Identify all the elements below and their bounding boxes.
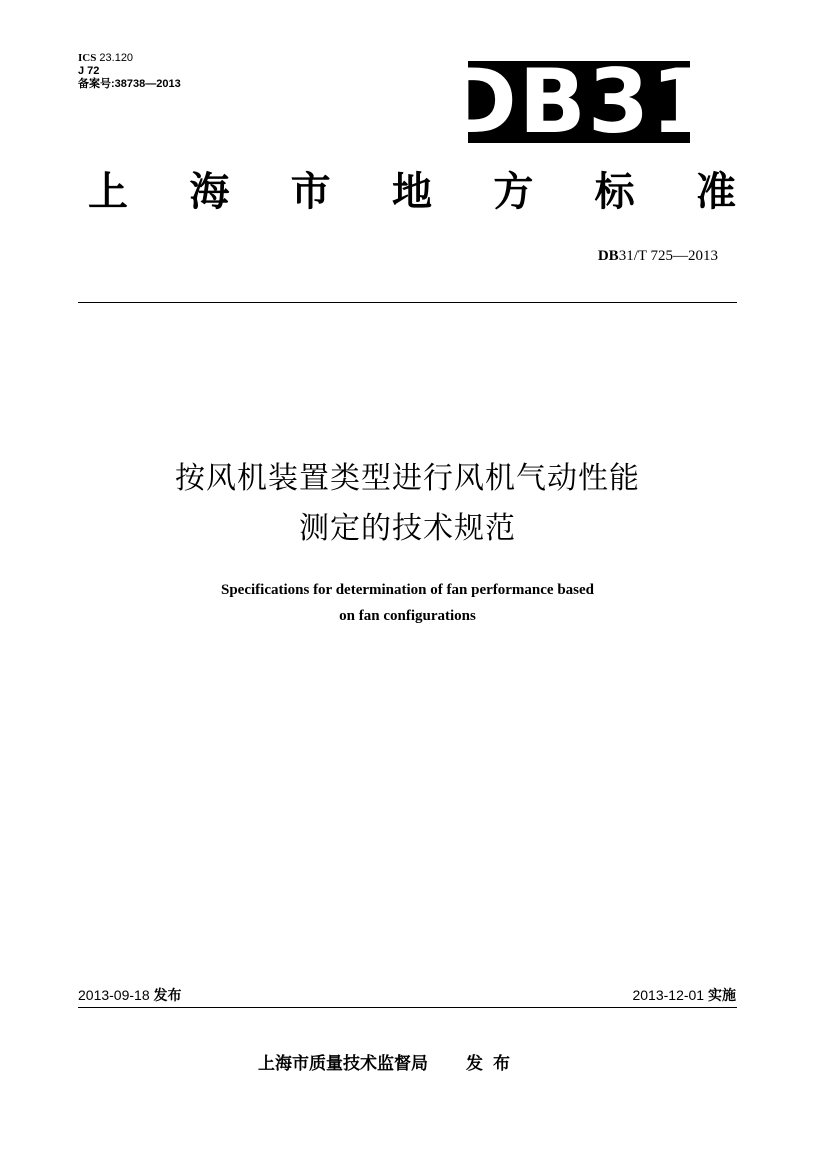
publish-date bbox=[78, 985, 182, 1005]
standard-number-prefix: DB bbox=[597, 248, 619, 264]
title-char: 标 bbox=[594, 169, 635, 215]
standard-number-rest: 31/T 725—2013 bbox=[618, 248, 718, 264]
standard-number bbox=[598, 248, 718, 265]
ics-label: ICS bbox=[78, 52, 97, 64]
header-divider bbox=[78, 302, 737, 303]
record-number: 备案号:38738—2013 bbox=[78, 78, 181, 90]
title-char: 准 bbox=[695, 169, 736, 215]
footer-divider bbox=[78, 1007, 737, 1008]
title-char: 海 bbox=[189, 169, 230, 215]
publish-date-value: 2013-09-18 bbox=[78, 987, 150, 1003]
publish-date-label: 发布 bbox=[153, 988, 182, 1004]
title-char: 上 bbox=[88, 169, 128, 215]
implement-date bbox=[632, 985, 736, 1005]
issuer bbox=[258, 1049, 520, 1074]
classification-code: J 72 bbox=[78, 65, 100, 77]
title-char: 市 bbox=[290, 169, 331, 215]
db31-logo bbox=[443, 50, 715, 153]
implement-date-label: 实施 bbox=[708, 988, 736, 1004]
title-cn-line1: 按风机装置类型进行风机气动性能 bbox=[175, 461, 640, 496]
title-char: 方 bbox=[493, 169, 534, 215]
title-en-line2: on fan configurations bbox=[339, 608, 476, 624]
title-cn-line2: 测定的技术规范 bbox=[299, 511, 516, 546]
issuer-name: 上海市质量技术监督局 bbox=[258, 1054, 428, 1074]
issuer-action: 发布 bbox=[466, 1054, 520, 1074]
title-en-line1: Specifications for determination of fan performance based bbox=[220, 582, 594, 598]
title-char: 地 bbox=[391, 169, 432, 215]
logo-text: DB31 bbox=[443, 50, 715, 153]
document-metadata bbox=[78, 52, 181, 91]
standard-type-title bbox=[88, 166, 736, 218]
ics-value: 23.120 bbox=[99, 52, 134, 64]
ics-code bbox=[78, 52, 181, 65]
implement-date-value: 2013-12-01 bbox=[632, 987, 705, 1003]
